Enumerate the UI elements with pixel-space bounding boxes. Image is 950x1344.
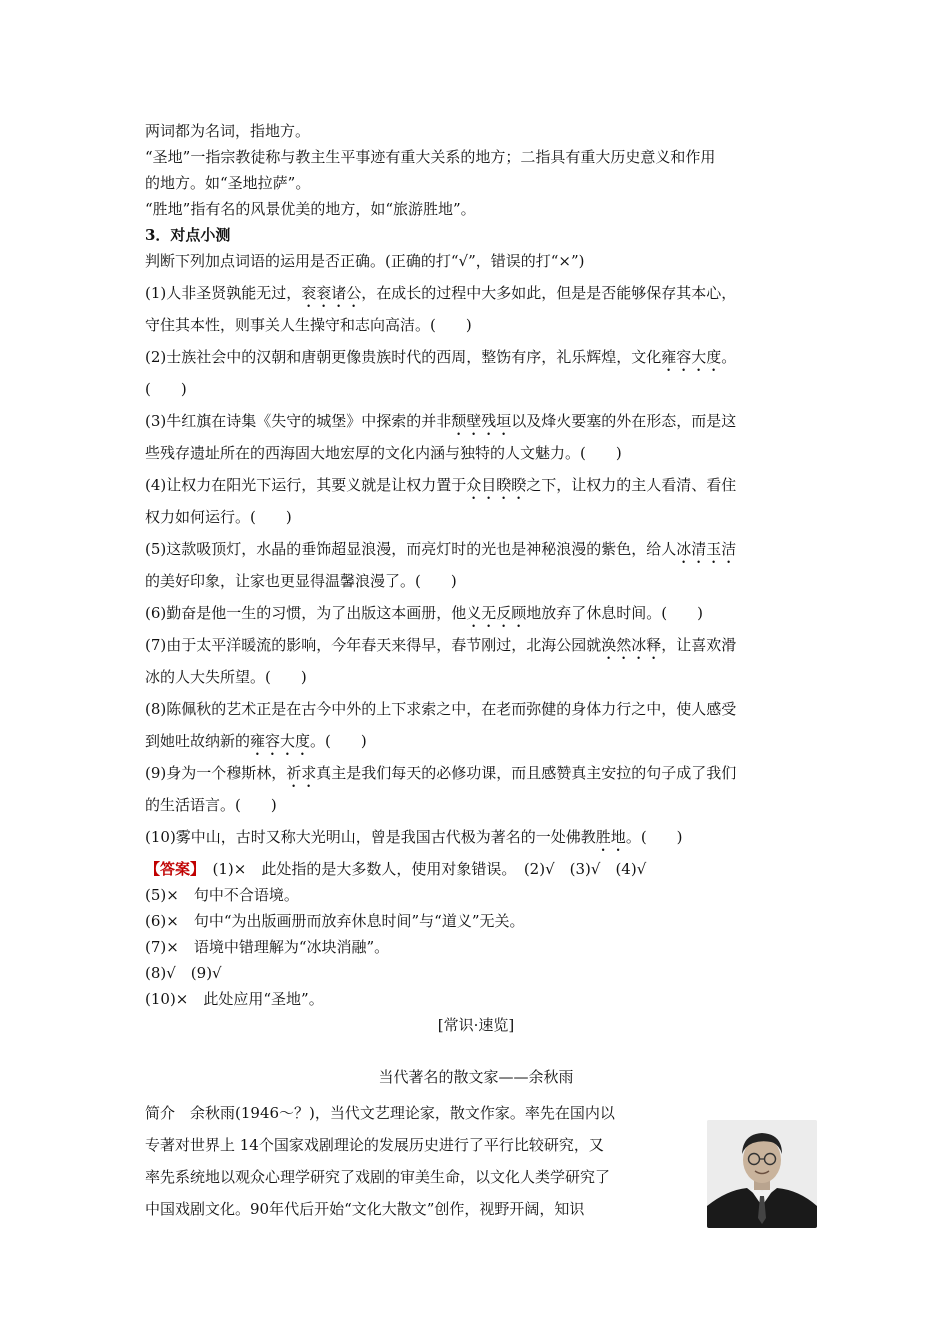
dotted-term: 冰清玉洁	[676, 540, 737, 558]
answer-line-6: (6)× 句中“为出版画册而放弃休息时间”与“道义”无关。	[145, 912, 525, 930]
question-1	[145, 280, 807, 306]
question-text: 之下，让权力的主人看清、看住	[526, 476, 737, 494]
question-text: 以及烽火要塞的外在形态，而是这	[511, 412, 737, 430]
question-text: 真主是我们每天的必修功课，而且感赞真主安拉的句子成了我们	[316, 764, 737, 782]
question-text: ，在成长的过程中大多如此，但是是否能够保存其本心，	[361, 284, 737, 302]
question-text: (2)士族社会中的汉朝和唐朝更像贵族时代的西周，整饬有序，礼乐辉煌，文化	[145, 348, 662, 366]
answer-line-8: (8)√ (9)√	[145, 964, 222, 982]
dotted-term: 雍容大度	[661, 348, 722, 366]
instruction: 判断下列加点词语的运用是否正确。(正确的打“√”，错误的打“×”)	[145, 252, 585, 270]
question-text: 地放弃了休息时间。( )	[526, 604, 703, 622]
dotted-term: 胜地	[595, 828, 626, 846]
dotted-term: 祈求	[286, 764, 317, 782]
intro-line-1: 简介 余秋雨(1946～？)，当代文艺理论家，散文作家。率先在国内以	[145, 1104, 615, 1122]
dotted-term: 义无反顾	[466, 604, 527, 622]
dotted-term: 众目睽睽	[466, 476, 527, 494]
question-4	[145, 472, 807, 498]
document-page	[145, 118, 807, 1222]
intro-line-3: 率先系统地以观众心理学研究了戏剧的审美生命，以文化人类学研究了	[145, 1168, 611, 1186]
question-text: (5)这款吸顶灯，水晶的垂饰超显浪漫，而亮灯时的光也是神秘浪漫的紫色，给人	[145, 540, 677, 558]
changshi-heading: [常识·速览]	[437, 1016, 515, 1034]
question-text: 到她吐故纳新的	[145, 732, 251, 750]
question-text: ，让喜欢滑	[661, 636, 737, 654]
question-2-cont: ( )	[145, 380, 187, 398]
question-6	[145, 600, 807, 626]
dotted-term: 涣然冰释	[601, 636, 662, 654]
question-text: (6)勤奋是他一生的习惯，为了出版这本画册，他	[145, 604, 467, 622]
definition-line-2: “圣地”一指宗教徒称与教主生平事迹有重大关系的地方；二指具有重大历史意义和作用	[145, 148, 716, 166]
question-2	[145, 344, 807, 370]
question-text: (7)由于太平洋暖流的影响，今年春天来得早，春节刚过，北海公园就	[145, 636, 602, 654]
question-text: (9)身为一个穆斯林，	[145, 764, 287, 782]
question-text: (10)雾中山，古时又称大光明山，曾是我国古代极为著名的一处佛教	[145, 828, 596, 846]
dotted-term: 衮衮诸公	[301, 284, 362, 302]
question-5-cont: 的美好印象，让家也更显得温馨浪漫了。( )	[145, 572, 457, 590]
question-9-cont: 的生活语言。( )	[145, 796, 277, 814]
question-1-cont: 守住其本性，则事关人生操守和志向高洁。( )	[145, 316, 472, 334]
intro-line-4: 中国戏剧文化。90年代后开始“文化大散文”创作，视野开阔，知识	[145, 1200, 585, 1218]
definition-line-4: “胜地”指有名的风景优美的地方，如“旅游胜地”。	[145, 200, 476, 218]
dotted-term: 颓壁残垣	[451, 412, 512, 430]
question-text: (3)牛红旗在诗集《失守的城堡》中探索的并非	[145, 412, 452, 430]
dotted-term: 雍容大度	[250, 732, 311, 750]
question-3	[145, 408, 807, 434]
question-8: (8)陈佩秋的艺术正是在古今中外的上下求索之中，在老而弥健的身体力行之中，使人感受	[145, 700, 737, 718]
definition-line-1: 两词都为名词，指地方。	[145, 122, 311, 140]
question-text: 。( )	[625, 828, 683, 846]
portrait-photo-icon	[707, 1120, 817, 1228]
definition-line-3: 的地方。如“圣地拉萨”。	[145, 174, 311, 192]
question-text: (1)人非圣贤孰能无过，	[145, 284, 302, 302]
question-4-cont: 权力如何运行。( )	[145, 508, 292, 526]
answer-line-1	[145, 856, 807, 882]
question-7-cont: 冰的人大失所望。( )	[145, 668, 307, 686]
question-text: (4)让权力在阳光下运行，其要义就是让权力置于	[145, 476, 467, 494]
answer-line-5: (5)× 句中不合语境。	[145, 886, 299, 904]
question-8-cont	[145, 728, 807, 754]
question-text: 。	[721, 348, 737, 366]
author-intro	[145, 1100, 807, 1222]
question-text: 。( )	[310, 732, 367, 750]
answer-tag: 【答案】	[145, 860, 198, 878]
section-heading: 3．对点小测	[145, 226, 231, 244]
question-5	[145, 536, 807, 562]
question-9	[145, 760, 807, 786]
author-title: 当代著名的散文家——余秋雨	[378, 1068, 574, 1086]
answer-line-7: (7)× 语境中错理解为“冰块消融”。	[145, 938, 390, 956]
author-intro-text	[145, 1100, 673, 1222]
answer-line-10: (10)× 此处应用“圣地”。	[145, 990, 324, 1008]
intro-line-2: 专著对世界上 14个国家戏剧理论的发展历史进行了平行比较研究，又	[145, 1136, 604, 1154]
question-3-cont: 些残存遗址所在的西海固大地宏厚的文化内涵与独特的人文魅力。( )	[145, 444, 622, 462]
question-10	[145, 824, 807, 850]
answer-text: (1)× 此处指的是大多数人，使用对象错误。 (2)√ (3)√ (4)√	[197, 860, 647, 878]
question-7	[145, 632, 807, 658]
